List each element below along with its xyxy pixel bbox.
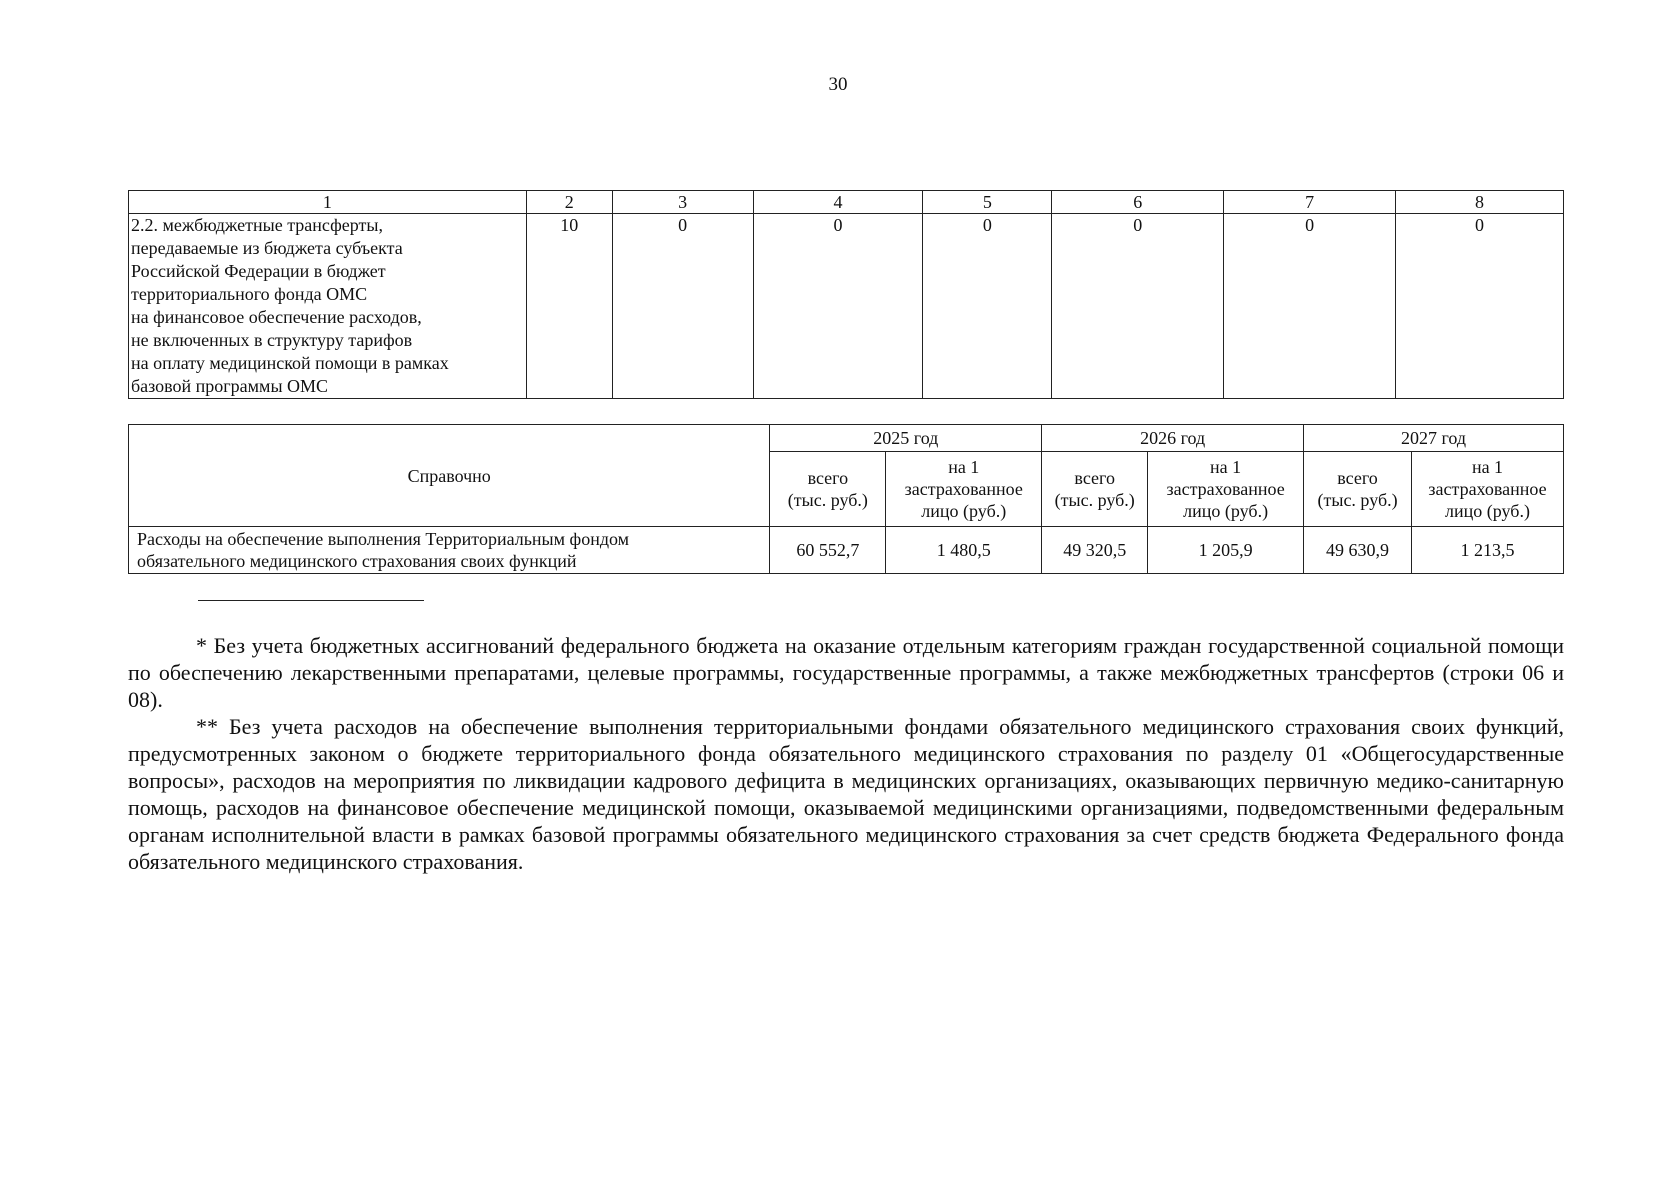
page-number: 30 (828, 74, 848, 95)
column-number: 1 (129, 191, 527, 214)
table-cell: 49 320,5 (1042, 527, 1148, 574)
subheader-line: на 1 (1210, 457, 1242, 477)
year-header: 2025 год (770, 425, 1042, 452)
table-cell: 0 (1224, 214, 1396, 399)
subheader-line: на 1 (948, 457, 980, 477)
footnote: ** Без учета расходов на обеспечение выполнения территориальными фондами обязательного медицинского страхования своих функций, предусмотренных законом о бюджете территориального фонда обязательного медицинского страхования по разделу 01 «Общегосударственные вопросы», расходов на мероприятия по ликвидации кадрового дефицита в медицинских организациях, оказывающих первичную медико-санитарную помощь, расходов на финансовое обеспечение медицинской помощи, оказываемой медицинскими организациями, подведомственными федеральным органам исполнительной власти в рамках базовой программы обязательного медицинского страхования за счет средств бюджета Федерального фонда обязательного медицинского страхования. (128, 714, 1564, 874)
table-row (129, 527, 1564, 574)
column-number: 7 (1224, 191, 1396, 214)
table-cell: 1 480,5 (886, 527, 1042, 574)
table-cell: 0 (1052, 214, 1224, 399)
year-header-row (129, 425, 1564, 452)
subheader-line: лицо (руб.) (921, 501, 1007, 521)
column-number: 3 (612, 191, 753, 214)
subheader-per-person (1148, 452, 1304, 527)
subheader-per-person (886, 452, 1042, 527)
column-number: 8 (1396, 191, 1564, 214)
subheader-line: всего (1337, 468, 1378, 488)
table-cell: 0 (923, 214, 1052, 399)
table-cell: 0 (753, 214, 923, 399)
table-cell: 60 552,7 (770, 527, 886, 574)
reference-title: Справочно (129, 425, 770, 527)
table-header-row (129, 191, 1564, 214)
subheader-line: лицо (руб.) (1445, 501, 1530, 521)
row-label-line: Расходы на обеспечение выполнения Территориальным фондом (137, 529, 630, 549)
subheader-line: (тыс. руб.) (787, 490, 868, 510)
subheader-line: всего (1074, 468, 1115, 488)
footnote: * Без учета бюджетных ассигнований федерального бюджета на оказание отдельным категориям граждан государственной социальной помощи по обеспечению лекарственными препаратами, целевые программы, государственные программы, а также межбюджетных трансфертов (строки 06 и 08). (128, 633, 1564, 712)
row-label-line: базовой программы ОМС (131, 376, 329, 396)
reference-table (128, 424, 1564, 574)
row-label-line: передаваемые из бюджета субъекта (131, 238, 403, 258)
row-label-line: территориального фонда ОМС (131, 284, 368, 304)
subheader-line: на 1 (1471, 457, 1504, 477)
table-row (129, 214, 1564, 399)
budget-table (128, 190, 1564, 399)
column-number: 2 (526, 191, 612, 214)
subheader-line: всего (807, 468, 849, 488)
year-header: 2026 год (1042, 425, 1304, 452)
column-number: 6 (1052, 191, 1224, 214)
subheader-total (1042, 452, 1148, 527)
subheader-line: застрахованное (1166, 479, 1285, 499)
footnotes (128, 632, 1564, 875)
row-label (129, 214, 527, 399)
year-header: 2027 год (1304, 425, 1564, 452)
table-cell: 10 (526, 214, 612, 399)
row-label-line: 2.2. межбюджетные трансферты, (131, 215, 383, 235)
row-label-line: не включенных в структуру тарифов (131, 330, 413, 350)
row-label-line: Российской Федерации в бюджет (131, 261, 386, 281)
row-label-line: на финансовое обеспечение расходов, (131, 307, 422, 327)
footnote-separator (198, 600, 424, 601)
subheader-line: лицо (руб.) (1183, 501, 1269, 521)
subheader-per-person (1412, 452, 1564, 527)
subheader-total (770, 452, 886, 527)
table-cell: 0 (612, 214, 753, 399)
column-number: 5 (923, 191, 1052, 214)
column-number: 4 (753, 191, 923, 214)
table-cell: 49 630,9 (1304, 527, 1412, 574)
subheader-line: застрахованное (1428, 479, 1547, 499)
table-cell: 1 205,9 (1148, 527, 1304, 574)
row-label-line: обязательного медицинского страхования своих функций (137, 551, 577, 571)
subheader-line: застрахованное (904, 479, 1023, 499)
row-label-line: на оплату медицинской помощи в рамках (131, 353, 449, 373)
subheader-line: (тыс. руб.) (1054, 490, 1135, 510)
subheader-line: (тыс. руб.) (1317, 490, 1398, 510)
row-label (129, 527, 770, 574)
table-cell: 1 213,5 (1412, 527, 1564, 574)
subheader-total (1304, 452, 1412, 527)
table-cell: 0 (1396, 214, 1564, 399)
